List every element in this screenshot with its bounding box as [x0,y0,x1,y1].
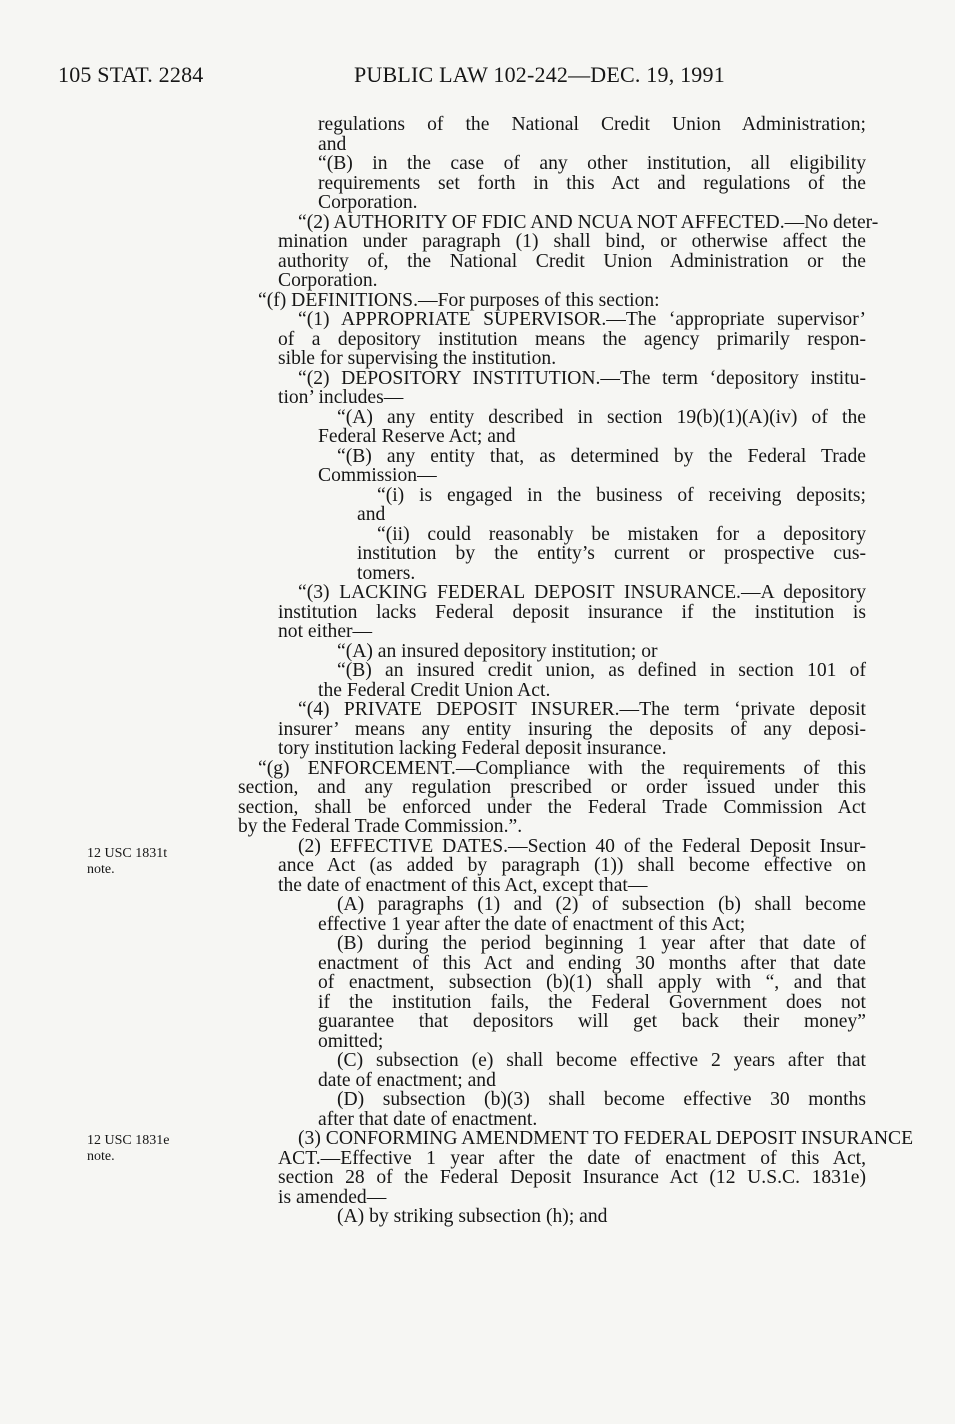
text-line: “(4) PRIVATE DEPOSIT INSURER.—The term ‘private deposit [298,699,866,720]
text-line: insurer’ means any entity insuring the deposits of any deposi- [278,718,866,740]
text-line: regulations of the National Credit Union Administration; [318,114,866,135]
text-line: date of enactment; and [318,1069,496,1091]
text-line: omitted; [318,1030,384,1052]
text-line: institution lacks Federal deposit insurance if the institution is [278,601,866,623]
text-line: section, and any regulation prescribed or order issued under this [238,777,866,798]
text-line: is amended— [278,1186,387,1208]
margin-note [87,846,167,878]
text-line: enactment of this Act and ending 30 months after that date [318,952,866,974]
text-line: and [357,504,386,525]
text-line: the date of enactment of this Act, except that— [278,874,648,896]
text-line: “(A) an insured depository institution; or [337,640,658,662]
text-line: “(B) any entity that, as determined by the Federal Trade [337,445,866,467]
text-line: section 28 of the Federal Deposit Insurance Act (12 U.S.C. 1831e) [278,1167,866,1188]
text-line: of a depository institution means the agency primarily respon- [278,328,866,350]
text-line: authority of, the National Credit Union Administration or the [278,250,866,272]
text-line: and [318,133,347,155]
text-line: effective 1 year after the date of enactment of this Act; [318,913,746,935]
text-line: “(ii) could reasonably be mistaken for a depository [377,523,866,545]
text-line: by the Federal Trade Commission.”. [238,816,523,837]
margin-note-citation: 12 USC 1831e [87,1133,170,1148]
text-line: institution by the entity’s current or prospective cus- [357,543,866,564]
text-line: (D) subsection (b)(3) shall become effective 30 months [337,1089,866,1110]
text-line: (3) CONFORMING AMENDMENT TO FEDERAL DEPOSIT INSURANCE [298,1128,914,1149]
margin-note-label: note. [87,1149,115,1164]
text-line: ance Act (as added by paragraph (1)) shall become effective on [278,855,866,876]
text-line: “(i) is engaged in the business of receiving deposits; [377,484,866,506]
text-line: ACT.—Effective 1 year after the date of enactment of this Act, [278,1147,866,1169]
text-line: (A) paragraphs (1) and (2) of subsection (b) shall become [337,894,866,915]
text-line: (C) subsection (e) shall become effective 2 years after that [337,1050,866,1071]
text-line: section, shall be enforced under the Federal Trade Commission Act [238,796,866,818]
text-line: “(2) DEPOSITORY INSTITUTION.—The term ‘depository institu- [298,367,866,389]
text-line: “(3) LACKING FEDERAL DEPOSIT INSURANCE.—A depository [298,582,866,603]
text-line: of enactment, subsection (b)(1) shall apply with “, and that [318,972,866,993]
text-line: Corporation. [318,192,418,213]
margin-note-label: note. [87,862,115,877]
text-line: Corporation. [278,270,378,291]
text-line: requirements set forth in this Act and regulations of the [318,172,866,194]
text-line: (A) by striking subsection (h); and [337,1206,608,1227]
text-line: “(2) AUTHORITY OF FDIC AND NCUA NOT AFFECTED.—No deter- [298,211,879,233]
text-line: after that date of enactment. [318,1108,538,1130]
text-line: (B) during the period beginning 1 year after that date of [337,933,866,954]
margin-note-citation: 12 USC 1831t [87,846,168,861]
text-line: Federal Reserve Act; and [318,426,516,447]
text-line: the Federal Credit Union Act. [318,679,551,701]
text-line: tory institution lacking Federal deposit insurance. [278,738,667,759]
text-line: sible for supervising the institution. [278,348,557,369]
text-line: “(1) APPROPRIATE SUPERVISOR.—The ‘appropriate supervisor’ [298,309,866,330]
text-line: “(g) ENFORCEMENT.—Compliance with the requirements of this [258,757,866,779]
text-line: guarantee that depositors will get back their money” [318,1011,866,1032]
text-line: tomers. [357,562,416,584]
text-line: Commission— [318,465,437,486]
text-line: “(f) DEFINITIONS.—For purposes of this section: [258,289,660,311]
text-line: mination under paragraph (1) shall bind, or otherwise affect the [278,231,866,252]
text-line: if the institution fails, the Federal Government does not [318,991,866,1013]
text-line: “(B) in the case of any other institution, all eligibility [318,153,866,174]
running-header: PUBLIC LAW 102-242—DEC. 19, 1991 [354,62,725,87]
text-line: tion’ includes— [278,387,404,408]
page-citation: 105 STAT. 2284 [58,62,204,87]
text-line: “(B) an insured credit union, as defined in section 101 of [337,660,866,681]
text-line: (2) EFFECTIVE DATES.—Section 40 of the Federal Deposit Insur- [298,835,866,857]
margin-note [87,1133,169,1165]
text-line: “(A) any entity described in section 19(b)(1)(A)(iv) of the [337,406,866,428]
text-line: not either— [278,621,373,642]
